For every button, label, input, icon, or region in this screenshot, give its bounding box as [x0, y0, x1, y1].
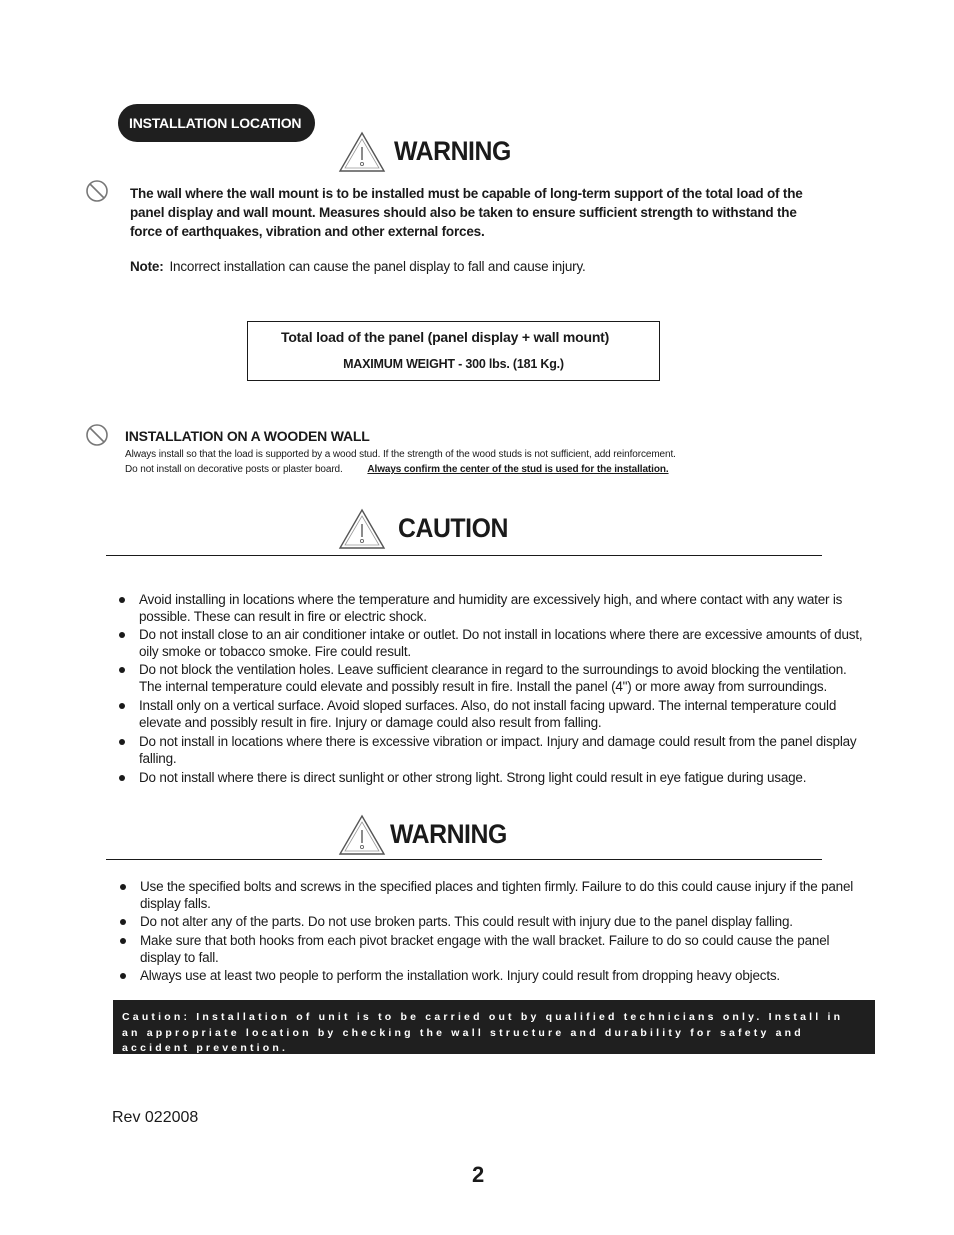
caution-heading: CAUTION [398, 513, 508, 543]
list-item: Always use at least two people to perform the installation work. Injury could result from dropping heavy objects. [140, 967, 865, 984]
warning-heading-1: WARNING [394, 136, 511, 166]
bullet [119, 632, 125, 638]
list-item: Do not block the ventilation holes. Leave sufficient clearance in regard to the surroundings to avoid blocking the ventilation. The internal temperature could elevate and possibly result in fire. Install the panel (4") or more away from surroundings. [139, 661, 864, 695]
total-load-box [247, 321, 660, 381]
wooden-wall-title: INSTALLATION ON A WOODEN WALL [125, 428, 370, 444]
note-text: Incorrect installation can cause the panel display to fall and cause injury. [169, 259, 586, 274]
prohibition-icon [85, 179, 109, 203]
warning-2-list [140, 878, 865, 984]
list-item: Do not install close to an air conditioner intake or outlet. Do not install in locations where there are excessive amounts of dust, oily smoke or tobacco smoke. Fire could result. [139, 626, 864, 660]
note-label: Note: [130, 259, 164, 274]
wooden-wall-line-2 [125, 464, 669, 475]
list-item: Do not install in locations where there is excessive vibration or impact. Injury and damage could result from the panel display falling. [139, 733, 864, 767]
bullet [119, 597, 125, 603]
list-item: Do not alter any of the parts. Do not use broken parts. This could result with injury due to the panel display falling. [140, 913, 865, 930]
bullet [120, 884, 126, 890]
warning-triangle-icon [338, 508, 386, 550]
prohibition-icon [85, 423, 109, 447]
caution-divider [106, 555, 822, 556]
warning-1-body: The wall where the wall mount is to be installed must be capable of long-term support of the total load of the panel display and wall mount. Measures should also be taken to ensure sufficient strength to withstand the force of earthquakes, vibration and other external forces. [130, 186, 803, 239]
bullet [120, 919, 126, 925]
section-label-installation-location: INSTALLATION LOCATION [118, 104, 315, 142]
page-number: 2 [472, 1162, 485, 1187]
caution-list [139, 591, 864, 786]
bullet [120, 938, 126, 944]
list-item: Use the specified bolts and screws in the specified places and tighten firmly. Failure to do this could cause injury if the panel display falls. [140, 878, 865, 912]
bullet [119, 703, 125, 709]
warning-divider [106, 859, 822, 860]
warning-triangle-icon [338, 131, 386, 173]
wooden-wall-line-1: Always install so that the load is supported by a wood stud. If the strength of the wood studs is not sufficient, add reinforcement. [125, 449, 676, 460]
wooden-wall-line-2-text: Do not install on decorative posts or plaster board. [125, 464, 343, 475]
warning-heading-2: WARNING [390, 819, 507, 849]
warning-triangle-icon [338, 814, 386, 856]
bullet [120, 973, 126, 979]
caution-banner: Caution: Installation of unit is to be carried out by qualified technicians only. Install in an appropriate location by checking the wall structure and durability for safety and accident prevention. [113, 1000, 875, 1054]
wooden-wall-emphasis: Always confirm the center of the stud is used for the installation. [367, 464, 669, 475]
list-item: Do not install where there is direct sunlight or other strong light. Strong light could result in eye fatigue during usage. [139, 769, 864, 786]
warning-1-note [130, 259, 586, 274]
maximum-weight: MAXIMUM WEIGHT - 300 lbs. (181 Kg.) [343, 357, 564, 371]
list-item: Make sure that both hooks from each pivot bracket engage with the wall bracket. Failure to do so could cause the panel display to fall. [140, 932, 865, 966]
revision-label: Rev 022008 [112, 1109, 199, 1126]
bullet [119, 667, 125, 673]
bullet [119, 739, 125, 745]
bullet [119, 775, 125, 781]
list-item: Avoid installing in locations where the temperature and humidity are excessively high, and where contact with any water is possible. These can result in fire or electric shock. [139, 591, 864, 625]
total-load-label: Total load of the panel (panel display + wall mount) [281, 329, 610, 345]
list-item: Install only on a vertical surface. Avoid sloped surfaces. Also, do not install facing upward. The internal temperature could elevate and possibly result in fire. Injury or damage could also result from falling. [139, 697, 864, 731]
